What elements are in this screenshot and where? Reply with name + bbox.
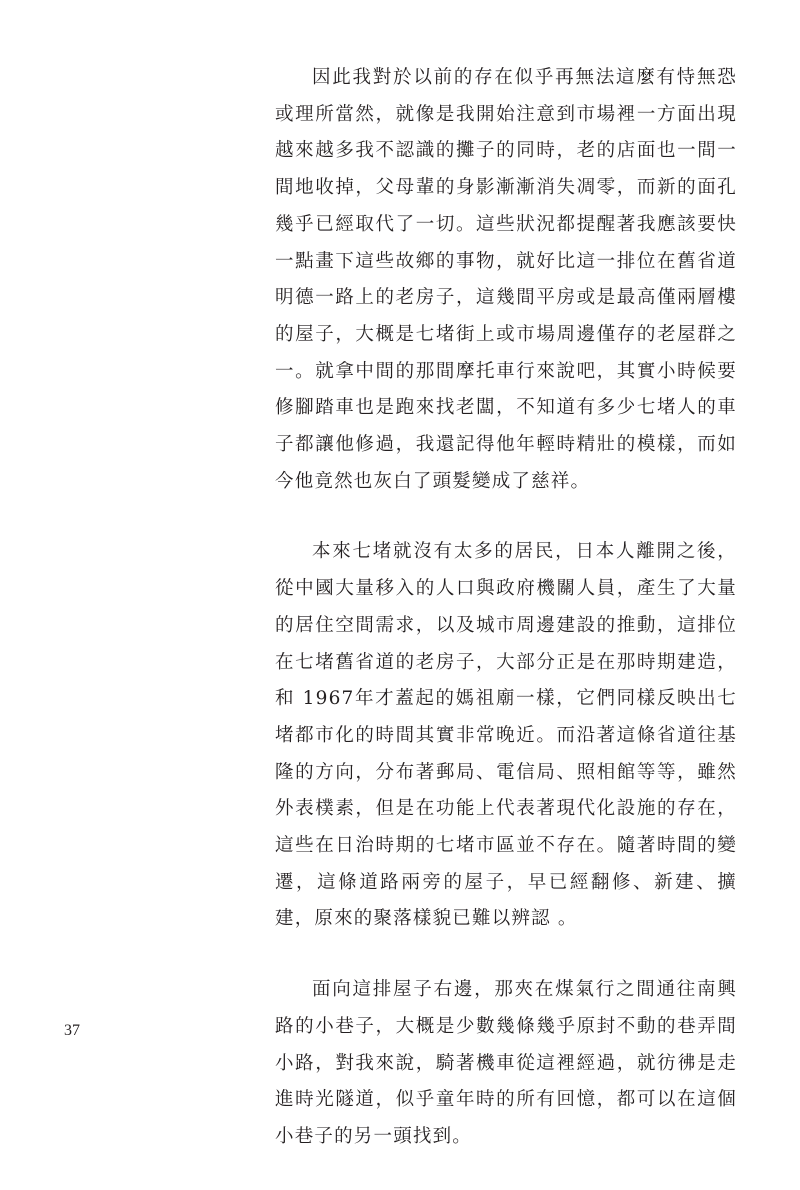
paragraph-1: 因此我對於以前的存在似乎再無法這麼有恃無恐或理所當然，就像是我開始注意到市場裡一方面出現越來越多我不認識的攤子的同時，老的店面也一間一間地收掉，父母輩的身影漸漸消失凋零，而新的面孔幾乎已經取代了一切。這些狀況都提醒著我應該要快一點畫下這些故鄉的事物，就好比這一排位在舊省道明德一路上的老房子，這幾間平房或是最高僅兩層樓的屋子，大概是七堵街上或市場周邊僅存的老屋群之一。就拿中間的那間摩托車行來說吧，其實小時候要修腳踏車也是跑來找老闆，不知道有多少七堵人的車子都讓他修過，我還記得他年輕時精壯的模樣，而如今他竟然也灰白了頭髮變成了慈祥。	[275, 67, 737, 492]
paragraph-3: 面向這排屋子右邊，那夾在煤氣行之間通往南興路的小巷子，大概是少數幾條幾乎原封不動的巷弄間小路，對我來說，騎著機車從這裡經過，就彷彿是走進時光隧道，似乎童年時的所有回憶，都可以在這個小巷子的另一頭找到。	[275, 979, 737, 1147]
page-number: 37	[64, 1022, 80, 1039]
paragraph-2: 本來七堵就沒有太多的居民，日本人離開之後，從中國大量移入的人口與政府機關人員，產生了大量的居住空間需求，以及城市周邊建設的推動，這排位在七堵舊省道的老房子，大部分正是在那時期建造，和 1967年才蓋起的媽祖廟一樣，它們同樣反映出七堵都市化的時間其實非常晚近。而沿著這條省道往基隆的方向，分布著郵局、電信局、照相館等等，雖然外表樸素，但是在功能上代表著現代化設施的存在，這些在日治時期的七堵市區並不存在。隨著時間的變遷，這條道路兩旁的屋子，早已經翻修、新建、擴建，原來的聚落樣貌已難以辨認 。	[275, 541, 737, 930]
body-text	[275, 60, 737, 1190]
